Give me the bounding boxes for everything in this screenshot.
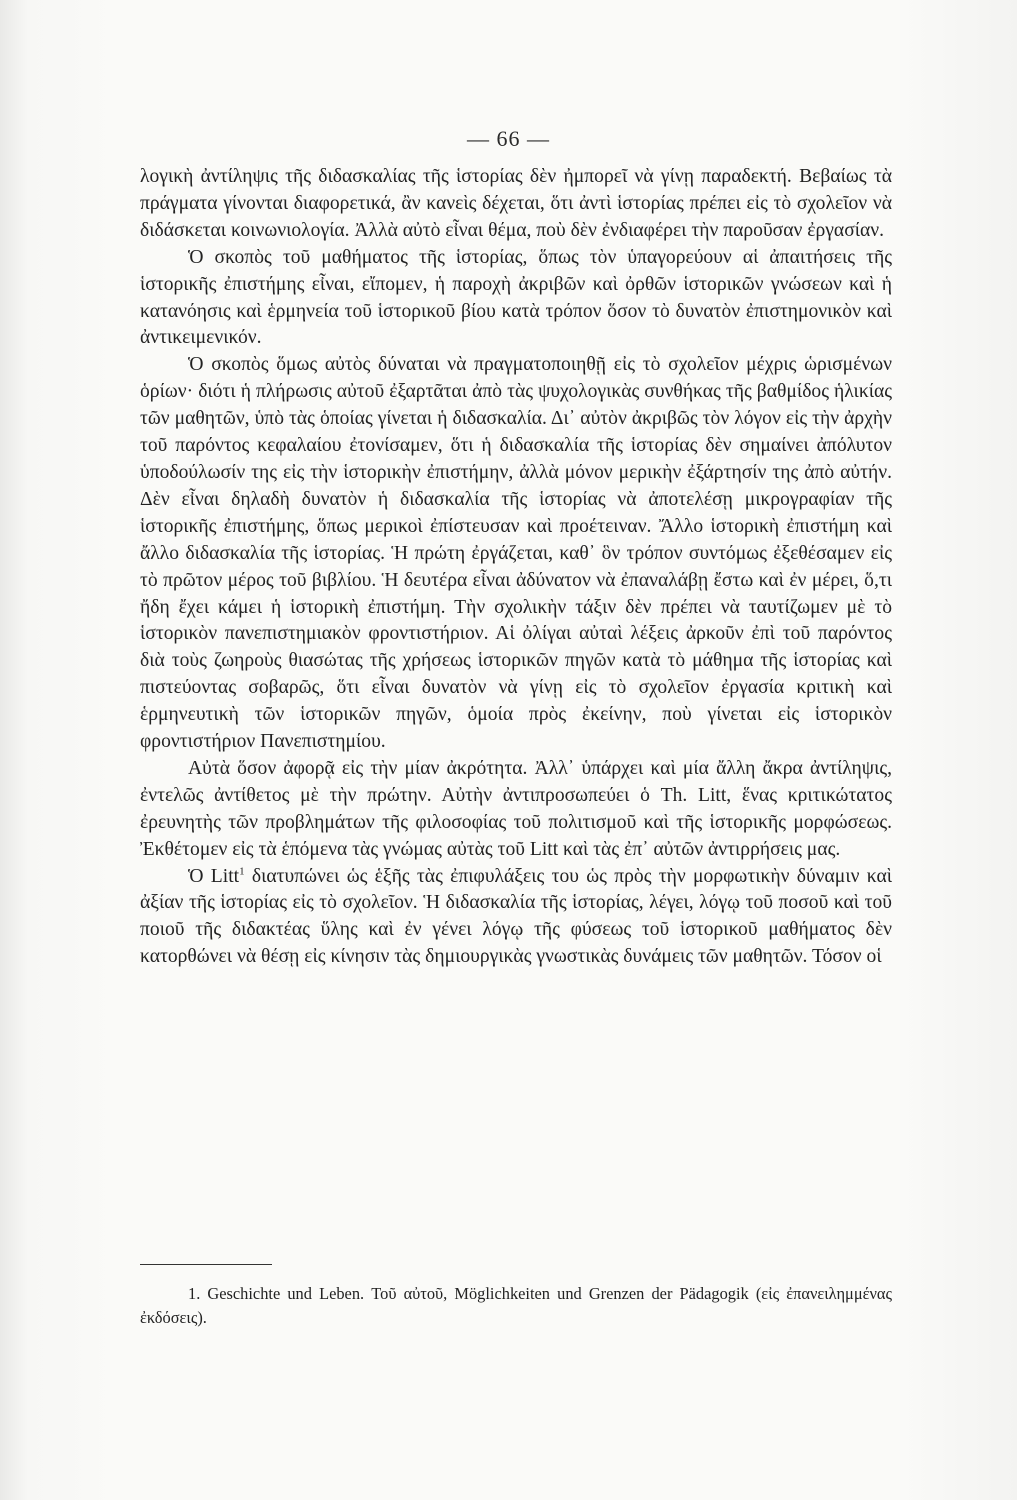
body-text [140, 164, 892, 971]
paragraph-3: Ὁ σκοπὸς ὅμως αὐτὸς δύναται νὰ πραγματοποιηθῇ εἰς τὸ σχολεῖον μέχρις ὡρισμένων ὁρίων· διότι ἡ πλήρωσις αὐτοῦ ἐξαρτᾶται ἀπὸ τὰς ψυχολογικὰς συνθήκας τῆς βαθμίδος ἡλικίας τῶν μαθητῶν, ὑπὸ τὰς ὁποίας γίνεται ἡ διδασκαλία. Δι᾽ αὐτὸν ἀκριβῶς τὸν λόγον εἰς τὴν ἀρχὴν τοῦ παρόντος κεφαλαίου ἐτονίσαμεν, ὅτι ἡ διδασκαλία τῆς ἱστορίας δὲν σημαίνει ἀπόλυτον ὑποδούλωσίν της εἰς τὴν ἱστορικὴν ἐπιστήμην, ἀλλὰ μόνον μερικὴν ἐξάρτησίν της ἀπὸ αὐτήν. Δὲν εἶναι δηλαδὴ δυνατὸν ἡ διδασκαλία τῆς ἱστορίας νὰ ἀποτελέσῃ μικρογραφίαν τῆς ἱστορικῆς ἐπιστήμης, ὅπως μερικοὶ ἐπίστευσαν καὶ προέτειναν. Ἄλλο ἱστορικὴ ἐπιστήμη καὶ ἄλλο διδασκαλία τῆς ἱστορίας. Ἡ πρώτη ἐργάζεται, καθ᾽ ὃν τρόπον συντόμως ἐξεθέσαμεν εἰς τὸ πρῶτον μέρος τοῦ βιβλίου. Ἡ δευτέρα εἶναι ἀδύνατον νὰ ἐπαναλάβῃ ἔστω καὶ ἐν μέρει, ὅ,τι ἤδη ἔχει κάμει ἡ ἱστορικὴ ἐπιστήμη. Τὴν σχολικὴν τάξιν δὲν πρέπει νὰ ταυτίζωμεν μὲ τὸ ἱστορικὸν πανεπιστημιακὸν φροντιστήριον. Αἱ ὀλίγαι αὐταὶ λέξεις ἀρκοῦν ἐπὶ τοῦ παρόντος διὰ τοὺς ζωηροὺς θιασώτας τῆς χρήσεως ἱστορικῶν πηγῶν κατὰ τὸ μάθημα τῆς ἱστορίας καὶ πιστεύοντας σοβαρῶς, ὅτι εἶναι δυνατὸν νὰ γίνῃ εἰς τὸ σχολεῖον ἐργασία κριτικὴ καὶ ἑρμηνευτικὴ τῶν ἱστορικῶν πηγῶν, ὁμοία πρὸς ἐκείνην, ποὺ γίνεται εἰς ἱστορικὸν φροντιστήριον Πανεπιστημίου. [140, 354, 892, 753]
paragraph-5 [140, 864, 892, 972]
paragraph-5-rest: διατυπώνει ὡς ἑξῆς τὰς ἐπιφυλάξεις του ὡς πρὸς τὴν μορφωτικὴν δύναμιν καὶ ἀξίαν τῆς ἱστορίας εἰς τὸ σχολεῖον. Ἡ διδασκαλία τῆς ἱστορίας, λέγει, λόγῳ τοῦ ποσοῦ καὶ τοῦ ποιοῦ τῆς διδακτέας ὕλης καὶ ἐν γένει λόγῳ τῆς φύσεως τοῦ ἱστορικοῦ μαθήματος δὲν κατορθώνει νὰ θέσῃ εἰς κίνησιν τὰς δημιουργικὰς γνωστικὰς δυνάμεις τῶν μαθητῶν. Τόσον οἱ [140, 865, 892, 968]
footnote: 1. Geschichte und Leben. Τοῦ αὐτοῦ, Möglichkeiten und Grenzen der Pädagogik (εἰς ἐπανειλημμένας ἐκδόσεις). [140, 1284, 892, 1327]
paragraph-4: Αὐτὰ ὅσον ἀφορᾷ εἰς τὴν μίαν ἀκρότητα. Ἀλλ᾽ ὑπάρχει καὶ μία ἄλλη ἄκρα ἀντίληψις, ἐντελῶς ἀντίθετος μὲ τὴν πρώτην. Αὐτὴν ἀντιπροσωπεύει ὁ Th. Litt, ἕνας κριτικώτατος ἐρευνητὴς τῶν προβλημάτων τῆς φιλοσοφίας τοῦ πολιτισμοῦ καὶ τῆς ἱστορικῆς μορφώσεως. Ἐκθέτομεν εἰς τὰ ἑπόμενα τὰς γνώμας αὐτὰς τοῦ Litt καὶ τὰς ἐπ᾽ αὐτῶν ἀντιρρήσεις μας. [140, 757, 892, 860]
footnote-divider [140, 1264, 272, 1265]
paragraph-1: λογικὴ ἀντίληψις τῆς διδασκαλίας τῆς ἱστορίας δὲν ἠμπορεῖ νὰ γίνῃ παραδεκτή. Βεβαίως τὰ πράγματα γίνονται διαφορετικά, ἂν κανεὶς δέχεται, ὅτι ἀντὶ ἱστορίας πρέπει εἰς τὸ σχολεῖον νὰ διδάσκεται κοινωνιολογία. Ἀλλὰ αὐτὸ εἶναι θέμα, ποὺ δὲν ἐνδιαφέρει τὴν παροῦσαν ἐργασίαν. [140, 166, 892, 241]
page-number: — 66 — [467, 126, 550, 151]
paragraph-2: Ὁ σκοπὸς τοῦ μαθήματος τῆς ἱστορίας, ὅπως τὸν ὑπαγορεύουν αἱ ἀπαιτήσεις τῆς ἱστορικῆς ἐπιστήμης εἶναι, εἴπομεν, ἡ παροχὴ ἀκριβῶν καὶ ὀρθῶν ἱστορικῶν γνώσεων καὶ ἡ κατανόησις καὶ ἑρμηνεία τοῦ ἱστορικοῦ βίου κατὰ τρόπον ὅσον τὸ δυνατὸν ἐπιστημονικὸν καὶ ἀντικειμενικόν. [140, 246, 892, 349]
paragraph-5-start: Ὁ Litt [188, 865, 240, 887]
footnote-reference: 1 [239, 865, 245, 878]
